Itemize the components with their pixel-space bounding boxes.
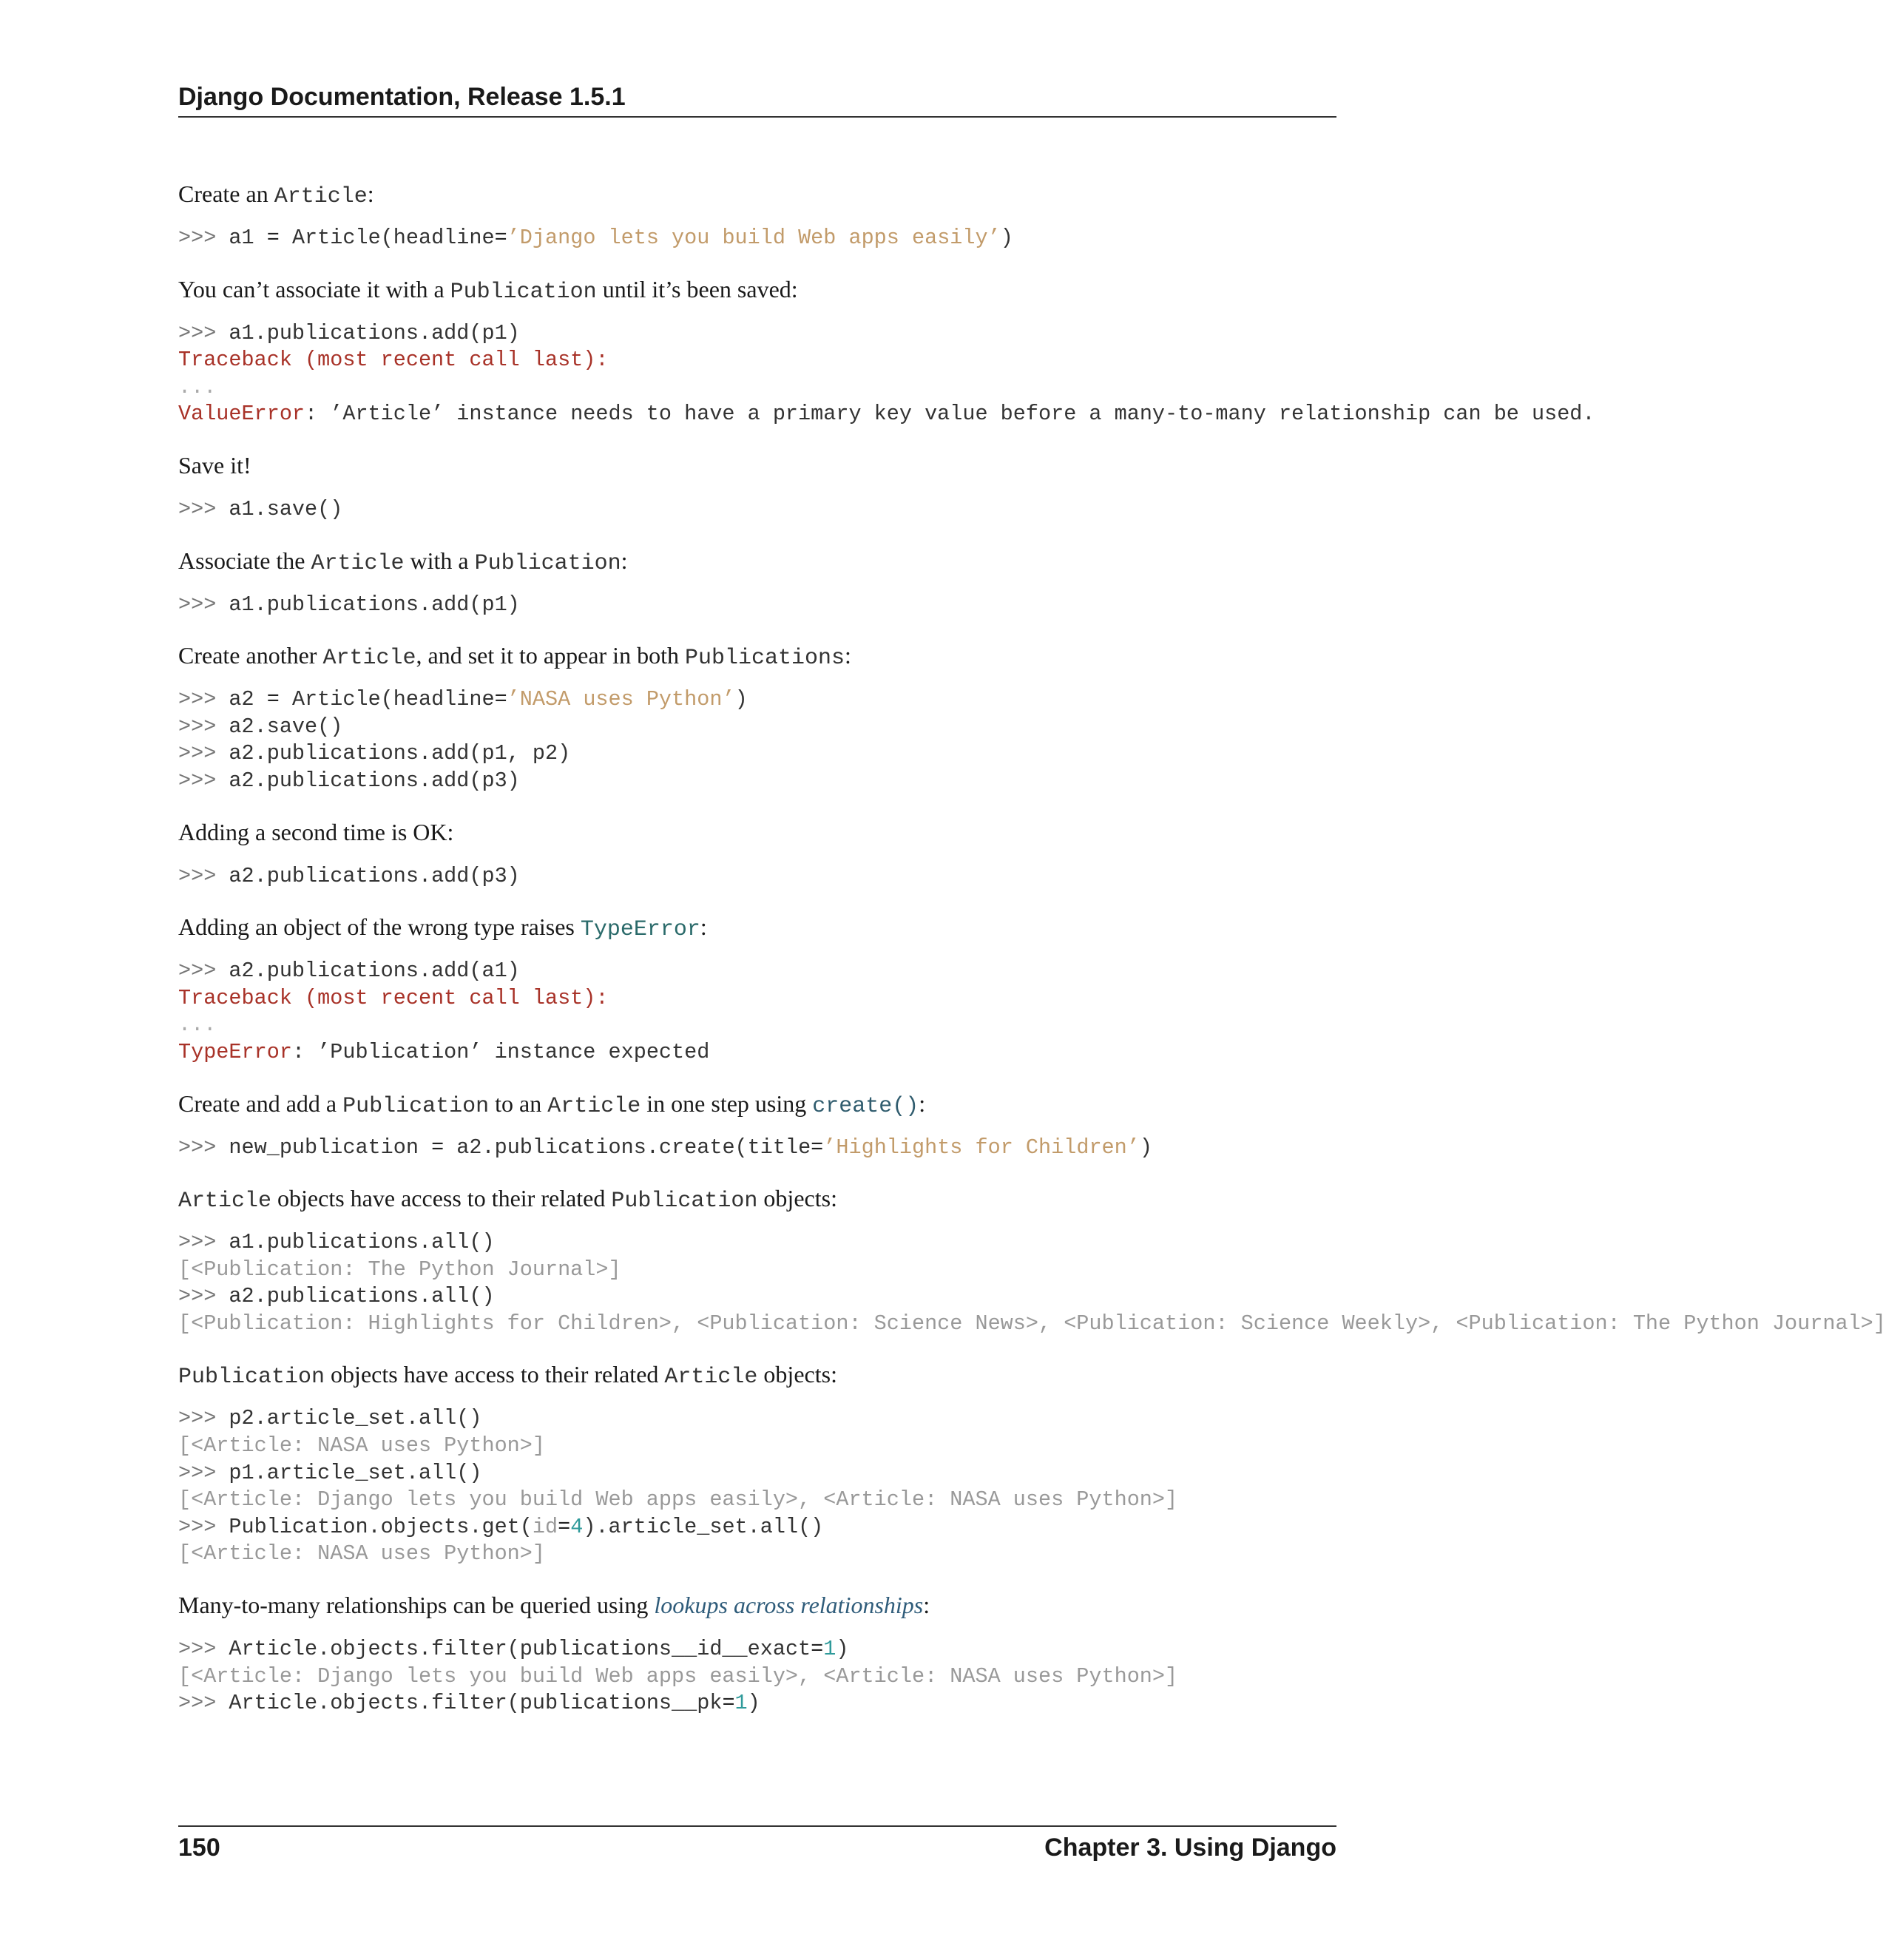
code-token: >>> bbox=[178, 959, 229, 984]
paragraph-text: Create an bbox=[178, 180, 274, 207]
inline-code-literal: Article bbox=[664, 1365, 758, 1390]
paragraph bbox=[178, 1359, 1515, 1389]
paragraph bbox=[178, 1089, 1515, 1118]
code-token: = bbox=[811, 1135, 824, 1160]
paragraph bbox=[178, 274, 1515, 304]
code-token: a1.publications.all() bbox=[229, 1230, 495, 1255]
code-token: 4 bbox=[570, 1514, 584, 1539]
code-token: >>> bbox=[178, 1691, 229, 1716]
code-line bbox=[178, 1636, 1515, 1663]
inline-code-literal: TypeError bbox=[580, 917, 700, 943]
paragraph-text: Create another bbox=[178, 642, 323, 669]
paragraph bbox=[178, 1183, 1515, 1213]
code-token: Article(headline bbox=[279, 226, 495, 250]
code-token: = bbox=[431, 1135, 445, 1160]
code-block bbox=[178, 1135, 1515, 1162]
code-line bbox=[178, 740, 1515, 768]
paragraph-text: until it’s been saved: bbox=[596, 275, 798, 303]
code-token: ) bbox=[747, 1691, 760, 1716]
code-token: a2.publications.add(p3) bbox=[229, 863, 520, 888]
code-token: = bbox=[494, 687, 507, 712]
code-token: id bbox=[532, 1514, 558, 1539]
code-line bbox=[178, 1229, 1515, 1257]
code-line bbox=[178, 1541, 1515, 1568]
inline-code-literal: Publication bbox=[611, 1189, 758, 1214]
code-line bbox=[178, 686, 1515, 714]
paragraph-text: Adding a second time is OK: bbox=[178, 818, 454, 845]
code-line bbox=[178, 401, 1595, 428]
inline-code-literal: Article bbox=[274, 184, 368, 209]
code-line bbox=[178, 1690, 1515, 1717]
code-token: p1.article_set.all() bbox=[229, 1460, 482, 1485]
code-token: new_publication bbox=[229, 1135, 432, 1160]
inline-code-literal: Publication bbox=[342, 1093, 490, 1119]
code-token: : ’Article’ instance needs to have a primary key value before a many-to-many relationship can be used. bbox=[305, 402, 1595, 427]
code-token: p2.article_set.all() bbox=[229, 1406, 482, 1431]
code-token: Traceback (most recent call last): bbox=[178, 348, 609, 373]
code-token: a2.publications.add(p3) bbox=[229, 768, 520, 793]
paragraph-text: objects have access to their related bbox=[271, 1185, 612, 1212]
code-line bbox=[178, 1039, 1515, 1067]
paragraph-text: Save it! bbox=[178, 451, 251, 479]
code-token: ) bbox=[1000, 226, 1013, 250]
footer-page-number: 150 bbox=[178, 1834, 220, 1862]
code-token: >>> bbox=[178, 1284, 229, 1309]
code-token: Article.objects.filter(publications__id__exact bbox=[229, 1637, 811, 1662]
code-token: >>> bbox=[178, 741, 229, 766]
code-token: = bbox=[494, 226, 507, 250]
paragraph-text: Create and add a bbox=[178, 1089, 343, 1117]
code-block bbox=[178, 958, 1515, 1066]
code-token: >>> bbox=[178, 1406, 229, 1431]
code-token: >>> bbox=[178, 687, 229, 712]
paragraph bbox=[178, 179, 1515, 209]
paragraph-text: : bbox=[700, 913, 707, 941]
code-token: ) bbox=[836, 1637, 849, 1662]
code-line bbox=[178, 1012, 1515, 1039]
paragraph-text: in one step using bbox=[641, 1089, 813, 1117]
code-line bbox=[178, 1405, 1515, 1433]
code-token: >>> bbox=[178, 1230, 229, 1255]
code-line bbox=[178, 1283, 1515, 1311]
code-token: ’NASA uses Python’ bbox=[507, 687, 735, 712]
code-token: a2 bbox=[229, 687, 267, 712]
code-line bbox=[178, 592, 1515, 619]
inline-code-literal: Publications bbox=[684, 646, 845, 672]
inline-code-literal[interactable]: create() bbox=[812, 1093, 919, 1119]
code-token: a2.publications.all() bbox=[229, 1284, 495, 1309]
code-token: >>> bbox=[178, 320, 229, 345]
code-token: [<Article: Django lets you build Web apps easily>, <Article: NASA uses Python>] bbox=[178, 1487, 1178, 1513]
code-token: ... bbox=[178, 374, 217, 399]
code-token: ’Highlights for Children’ bbox=[823, 1135, 1140, 1160]
code-token: a2.publications.add(a1) bbox=[229, 959, 520, 984]
paragraph-text: objects: bbox=[757, 1361, 837, 1388]
code-token: ) bbox=[734, 687, 748, 712]
code-token: >>> bbox=[178, 863, 229, 888]
inline-code-literal: Publication bbox=[474, 550, 621, 576]
inline-code-literal: Article bbox=[178, 1189, 272, 1214]
code-token: = bbox=[558, 1514, 571, 1539]
code-token: [<Article: NASA uses Python>] bbox=[178, 1541, 545, 1567]
paragraph-text: : bbox=[367, 180, 374, 207]
code-token: = bbox=[811, 1637, 824, 1662]
paragraph-text: Associate the bbox=[178, 547, 311, 574]
paragraph-text: objects have access to their related bbox=[325, 1361, 665, 1388]
paragraph-text: , and set it to appear in both bbox=[416, 642, 685, 669]
code-line bbox=[178, 374, 1515, 402]
code-token: >>> bbox=[178, 226, 229, 250]
code-block bbox=[178, 1636, 1515, 1717]
inline-code-literal: Publication bbox=[450, 279, 597, 305]
paragraph-text: objects: bbox=[757, 1185, 837, 1212]
paragraph-text: with a bbox=[404, 547, 475, 574]
code-line bbox=[178, 985, 1515, 1013]
code-block bbox=[178, 592, 1515, 619]
code-line bbox=[178, 1311, 1886, 1338]
code-line bbox=[178, 1460, 1515, 1487]
paragraph-text: : bbox=[919, 1089, 926, 1117]
paragraph bbox=[178, 1590, 1515, 1620]
paragraph bbox=[178, 912, 1515, 942]
paragraph-text: : bbox=[621, 547, 628, 574]
code-token: >>> bbox=[178, 1514, 229, 1539]
inline-code-literal: Article bbox=[311, 550, 405, 576]
code-token: [<Article: NASA uses Python>] bbox=[178, 1433, 545, 1459]
code-token: [<Publication: Highlights for Children>, <Publication: Science News>, <Publication: Science Weekly>, <Publication: The Python Journal>] bbox=[178, 1311, 1886, 1336]
code-token: a2.publications.add(p1, p2) bbox=[229, 741, 571, 766]
code-line bbox=[178, 1514, 1515, 1541]
cross-reference-link[interactable]: lookups across relationships bbox=[654, 1592, 924, 1619]
inline-code-literal: Publication bbox=[178, 1365, 325, 1390]
code-token: a1 bbox=[229, 226, 267, 250]
paragraph bbox=[178, 641, 1515, 670]
paragraph bbox=[178, 450, 1515, 480]
code-token: ).article_set.all() bbox=[583, 1514, 824, 1539]
code-token: = bbox=[266, 226, 280, 250]
code-line bbox=[178, 863, 1515, 891]
code-line bbox=[178, 1257, 1515, 1284]
code-token: ValueError bbox=[178, 402, 305, 427]
code-token: Article.objects.filter(publications__pk bbox=[229, 1691, 723, 1716]
paragraph bbox=[178, 546, 1515, 575]
code-line bbox=[178, 768, 1515, 795]
footer-rule bbox=[178, 1825, 1336, 1827]
code-token: [<Article: Django lets you build Web apps easily>, <Article: NASA uses Python>] bbox=[178, 1663, 1178, 1689]
code-block bbox=[178, 686, 1515, 794]
code-token: 1 bbox=[823, 1637, 836, 1662]
paragraph-text: Many-to-many relationships can be queried using bbox=[178, 1592, 655, 1619]
paragraph-text: You can’t associate it with a bbox=[178, 275, 450, 303]
code-token: a1.save() bbox=[229, 496, 343, 521]
code-line bbox=[178, 1135, 1515, 1162]
footer-chapter-title: Chapter 3. Using Django bbox=[1044, 1834, 1336, 1862]
code-line bbox=[178, 1433, 1515, 1460]
paragraph-text: : bbox=[845, 642, 851, 669]
code-token: a1.publications.add(p1) bbox=[229, 592, 520, 617]
code-token: a2.save() bbox=[229, 714, 343, 739]
page-content bbox=[178, 179, 1886, 1740]
code-token: Article(headline bbox=[279, 687, 495, 712]
code-token: Traceback (most recent call last): bbox=[178, 985, 609, 1010]
inline-code-literal: Article bbox=[322, 646, 416, 672]
code-token: ’Django lets you build Web apps easily’ bbox=[507, 226, 1001, 250]
code-token: >>> bbox=[178, 768, 229, 793]
code-line bbox=[178, 958, 1515, 985]
code-token: >>> bbox=[178, 1460, 229, 1485]
code-line bbox=[178, 1663, 1515, 1691]
code-token: ... bbox=[178, 1013, 217, 1038]
code-token: : ’Publication’ instance expected bbox=[291, 1039, 710, 1064]
code-block bbox=[178, 1229, 1886, 1337]
code-token: = bbox=[722, 1691, 735, 1716]
code-token: >>> bbox=[178, 1135, 229, 1160]
code-block bbox=[178, 320, 1595, 428]
paragraph bbox=[178, 817, 1515, 847]
code-block bbox=[178, 863, 1515, 891]
paragraph-text: Adding an object of the wrong type raises bbox=[178, 913, 581, 941]
code-line bbox=[178, 347, 1515, 374]
inline-code-literal: Article bbox=[547, 1093, 641, 1119]
code-token: >>> bbox=[178, 496, 229, 521]
code-token: >>> bbox=[178, 592, 229, 617]
code-line bbox=[178, 1487, 1515, 1514]
code-block bbox=[178, 225, 1515, 252]
paragraph-text: : bbox=[923, 1592, 930, 1619]
paragraph-text: to an bbox=[489, 1089, 548, 1117]
code-line bbox=[178, 714, 1515, 741]
code-token: 1 bbox=[734, 1691, 748, 1716]
code-token: a1.publications.add(p1) bbox=[229, 320, 520, 345]
code-token: ) bbox=[1139, 1135, 1152, 1160]
code-token: >>> bbox=[178, 1637, 229, 1662]
code-token: Publication.objects.get( bbox=[229, 1514, 533, 1539]
code-token: a2.publications.create(title bbox=[444, 1135, 811, 1160]
code-token: >>> bbox=[178, 714, 229, 739]
code-block bbox=[178, 496, 1515, 524]
code-token: [<Publication: The Python Journal>] bbox=[178, 1257, 621, 1282]
code-token: TypeError bbox=[178, 1039, 292, 1064]
code-block bbox=[178, 1405, 1515, 1568]
code-line bbox=[178, 320, 1515, 348]
code-line bbox=[178, 496, 1515, 524]
code-token: = bbox=[266, 687, 280, 712]
running-header-title: Django Documentation, Release 1.5.1 bbox=[178, 83, 626, 111]
header-rule bbox=[178, 116, 1336, 118]
code-line bbox=[178, 225, 1515, 252]
